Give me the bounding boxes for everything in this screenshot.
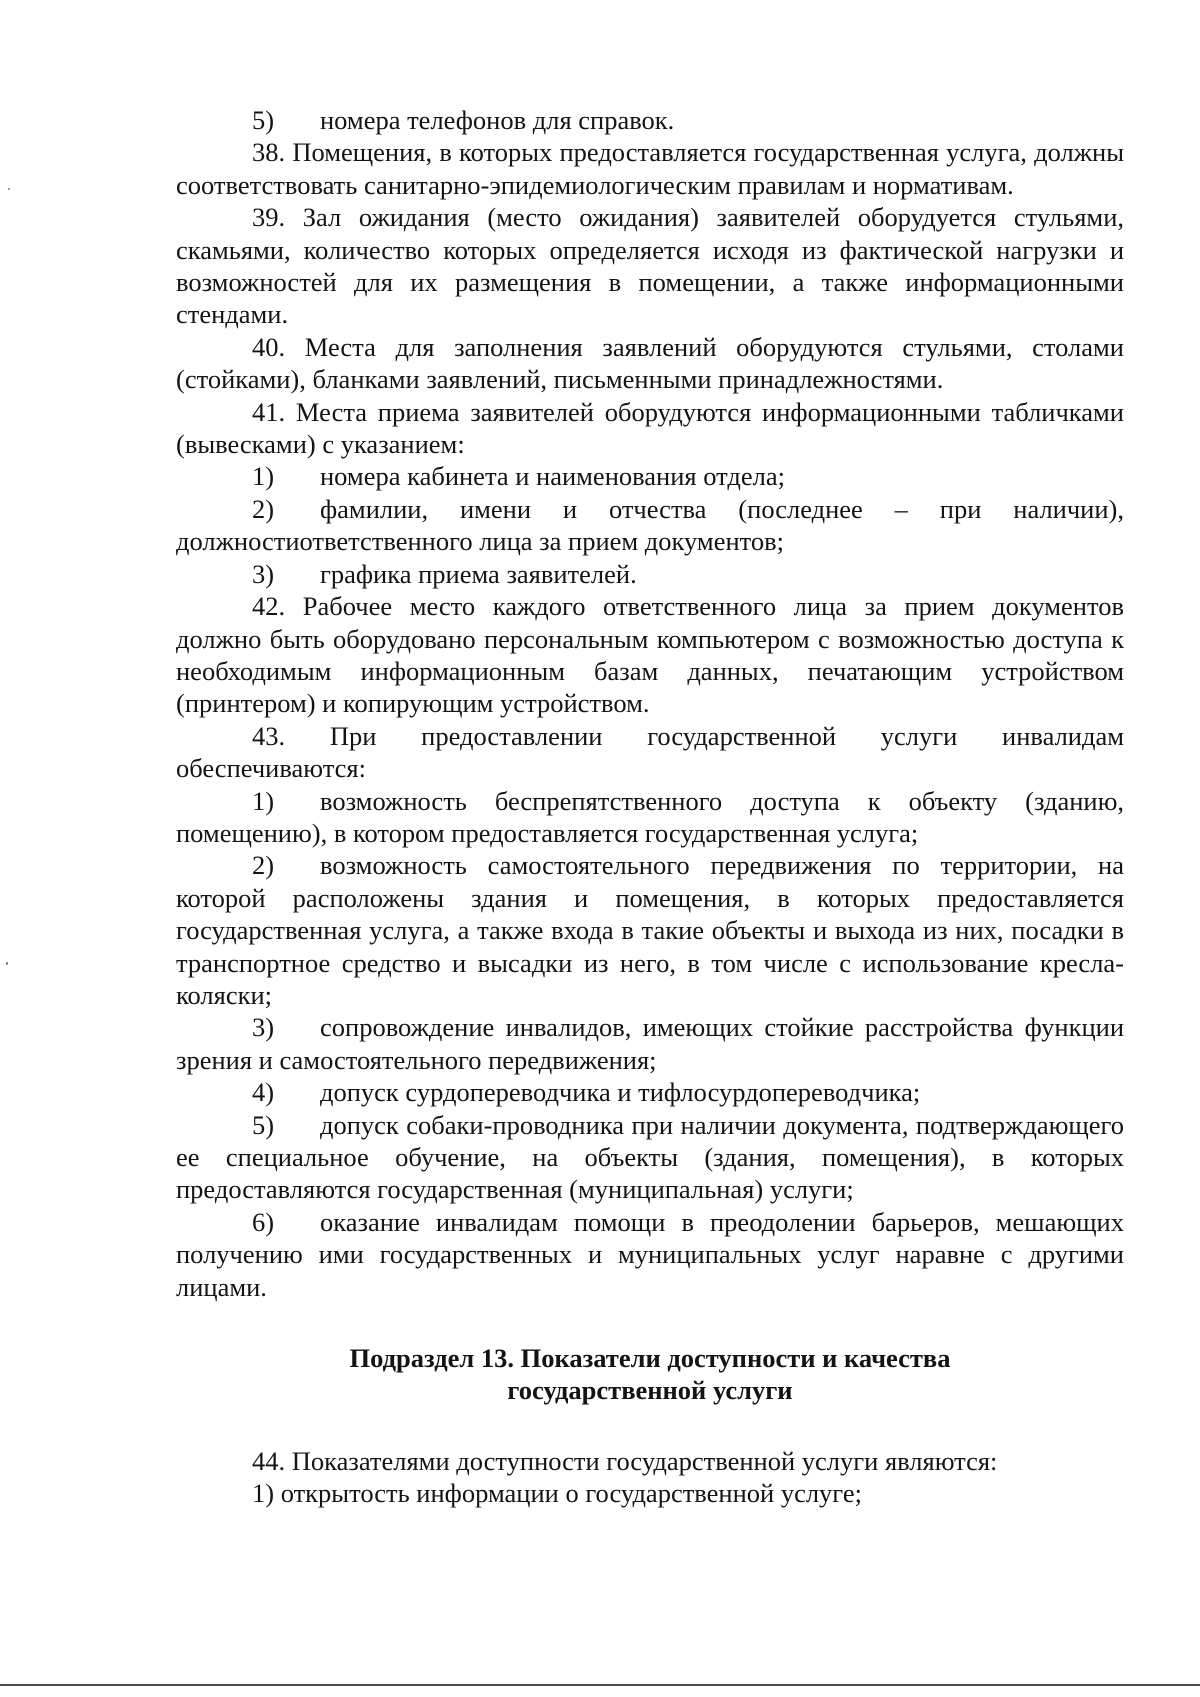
list-item-text: фамилии, имени и отчества (последнее – при наличии), должностиответственного лица за прием документов;: [176, 493, 1124, 557]
list-item: [176, 1109, 1124, 1206]
paragraph-42: 42. Рабочее место каждого ответственного лица за прием документов должно быть оборудовано персональным компьютером с возможностью доступа к необходимым информационным базам данных, печатающим устройством (принтером) и копирующим устройством.: [176, 591, 1124, 719]
list-item-text: возможность беспрепятственного доступа к объекту (зданию, помещению), в котором предоставляется государственная услуга;: [176, 785, 1124, 848]
list-item-number: 4): [252, 1077, 275, 1108]
list-item-text: номера телефонов для справок.: [320, 105, 675, 135]
list-item-text: графика приема заявителей.: [320, 558, 637, 589]
list-item: [176, 493, 1124, 558]
list-item-number: 1): [252, 785, 275, 816]
list-item: [176, 849, 1124, 1011]
paragraph-39: 39. Зал ожидания (место ожидания) заявителей оборудуется стульями, скамьями, количество которых определяется исходя из фактической нагрузки и возможностей для их размещения в помещении, а также информационными стендами.: [176, 202, 1124, 330]
list-item-number: 1): [252, 461, 275, 492]
list-item-number: 3): [252, 1012, 275, 1043]
list-item: [176, 1076, 1124, 1108]
list-item: [176, 460, 1124, 492]
scan-speck: [8, 188, 10, 190]
list-item-number: 5): [252, 105, 275, 135]
section-heading-line-1: Подраздел 13. Показатели доступности и качества: [349, 1343, 951, 1374]
list-item-text: сопровождение инвалидов, имеющих стойкие расстройства функции зрения и самостоятельного передвижения;: [176, 1012, 1124, 1075]
list-item: [176, 558, 1124, 590]
list-item: [176, 104, 1124, 136]
list-item: [176, 1011, 1124, 1076]
scan-speck: [6, 962, 8, 965]
paragraph-41: 41. Места приема заявителей оборудуются информационными табличками (вывесками) с указанием:: [176, 396, 1124, 460]
paragraph-44-item-1: 1) открытость информации о государственной услуге;: [252, 1478, 862, 1509]
list-item-number: 5): [252, 1109, 275, 1140]
list-item-text: номера кабинета и наименования отдела;: [320, 461, 785, 492]
document-body: [176, 104, 1124, 1510]
list-item-text: допуск сурдопереводчика и тифлосурдопереводчика;: [320, 1077, 921, 1108]
paragraph-44: 44. Показателями доступности государственной услуги являются:: [252, 1445, 998, 1476]
scan-edge-line: [0, 1684, 1200, 1686]
list-item-number: 6): [252, 1206, 275, 1237]
paragraph-43: 43. При предоставлении государственной услуги инвалидам обеспечиваются:: [176, 720, 1124, 784]
list-item-text: оказание инвалидам помощи в преодолении барьеров, мешающих получению ими государственных и муниципальных услуг наравне с другими лицами.: [176, 1206, 1124, 1302]
paragraph-40: 40. Места для заполнения заявлений оборудуются стульями, столами (стойками), бланками заявлений, письменными принадлежностями.: [176, 331, 1124, 395]
list-item-text: возможность самостоятельного передвижения по территории, на которой расположены здания и помещения, в которых предоставляется государственная услуга, а также входа в такие объекты и выхода из них, посадки в транспортное средство и высадки из него, в том числе с использование кресла-коляски;: [176, 850, 1124, 1010]
list-item-text: допуск собаки-проводника при наличии документа, подтверждающего ее специальное обучение, на объекты (здания, помещения), в которых предоставляются государственная (муниципальная) услуги;: [176, 1109, 1124, 1205]
section-heading: [176, 1342, 1124, 1407]
list-item: [176, 1206, 1124, 1303]
list-item-number: 2): [252, 850, 275, 881]
list-item-number: 2): [252, 493, 275, 524]
list-item-number: 3): [252, 558, 275, 589]
section-heading-line-2: государственной услуги: [507, 1375, 793, 1406]
paragraph-38: 38. Помещения, в которых предоставляется государственная услуга, должны соответствовать санитарно-эпидемиологическим правилам и нормативам.: [176, 137, 1124, 200]
list-item: [176, 785, 1124, 850]
